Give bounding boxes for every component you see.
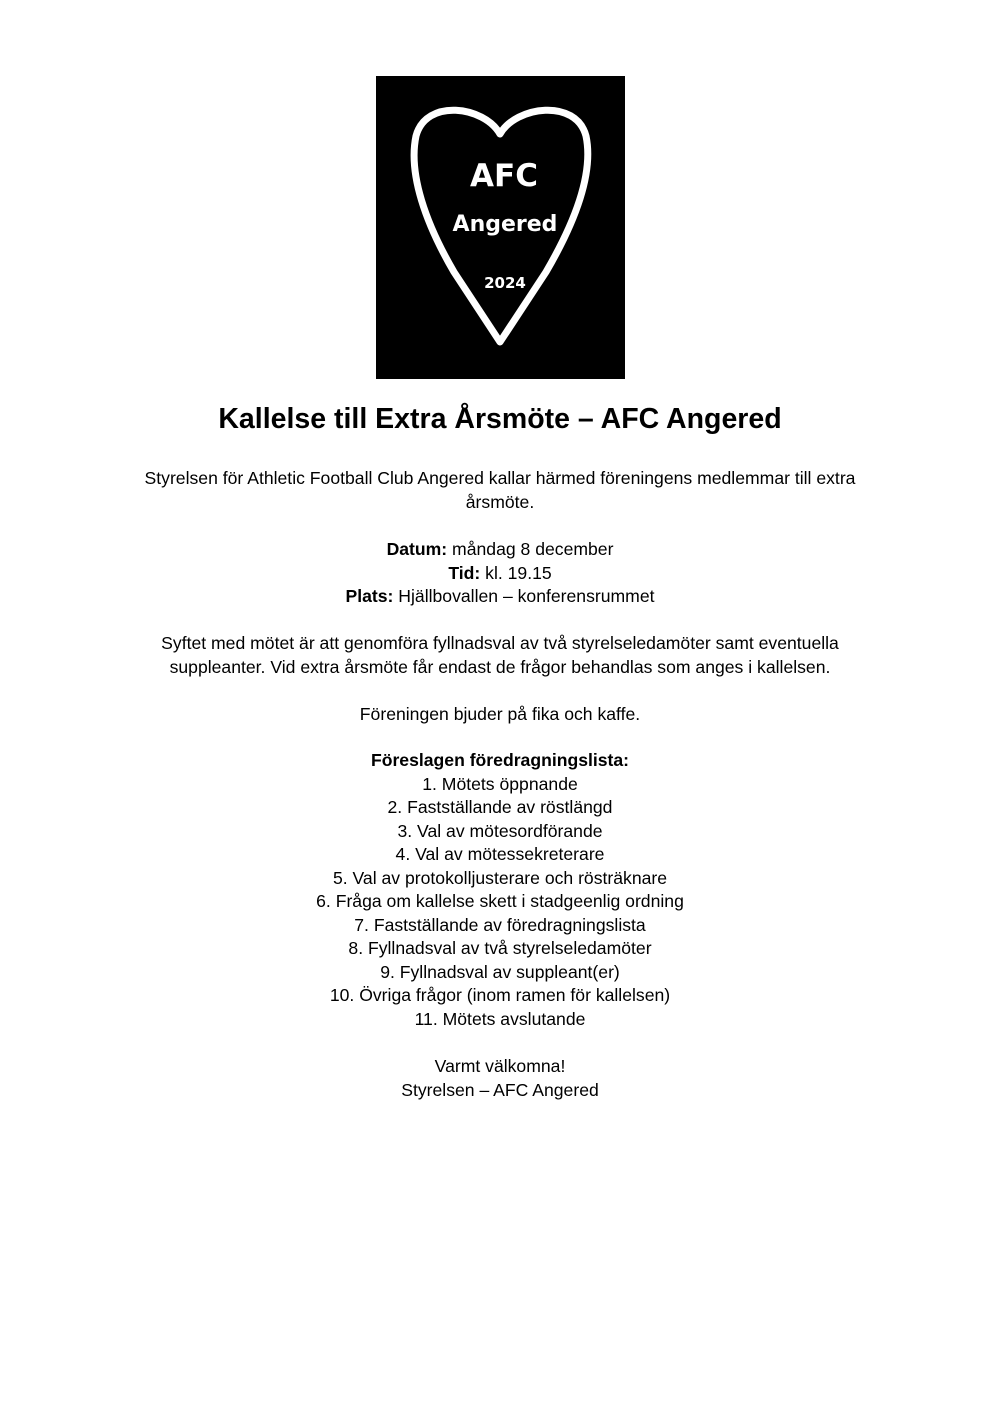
time-line (140, 562, 860, 586)
place-label: Plats: (345, 586, 394, 606)
logo-text-afc: AFC (470, 158, 538, 194)
closing-greeting: Varmt välkomna! (434, 1056, 566, 1076)
agenda-item: 6. Fråga om kallelse skett i stadgeenlig ordning (316, 891, 684, 911)
logo-text-year: 2024 (484, 274, 526, 292)
date-line (140, 538, 860, 562)
agenda-section (140, 749, 860, 1031)
agenda-item: 9. Fyllnadsval av suppleant(er) (380, 961, 620, 982)
agenda-item: 11. Mötets avslutande (414, 1008, 586, 1029)
fika-paragraph: Föreningen bjuder på fika och kaffe. (359, 704, 641, 724)
agenda-item: 8. Fyllnadsval av två styrelseledamöter (348, 938, 652, 958)
closing-signature: Styrelsen – AFC Angered (401, 1079, 599, 1100)
place-value: Hjällbovallen – konferensrummet (393, 586, 655, 606)
agenda-item: 4. Val av mötessekreterare (395, 844, 605, 864)
agenda-heading: Föreslagen föredragningslista: (370, 750, 630, 770)
date-value: måndag 8 december (447, 539, 614, 559)
agenda-item: 10. Övriga frågor (inom ramen för kallelsen) (329, 985, 671, 1005)
heart-crest-icon (376, 76, 625, 379)
club-logo (376, 76, 625, 379)
purpose-paragraph: Syftet med mötet är att genomföra fyllnadsval av två styrelseledamöter samt eventuella suppleanter. Vid extra årsmöte får endast de frågor behandlas som anges i kallelsen. (161, 633, 839, 677)
agenda-item: 5. Val av protokolljusterare och rösträknare (332, 867, 668, 888)
agenda-list (140, 773, 860, 1032)
agenda-item: 1. Mötets öppnande (422, 773, 578, 794)
time-label: Tid: (448, 562, 481, 583)
date-label: Datum: (386, 539, 448, 559)
page-title: Kallelse till Extra Årsmöte – AFC Angered (218, 403, 782, 435)
agenda-item: 7. Fastställande av föredragningslista (354, 914, 646, 935)
intro-paragraph: Styrelsen för Athletic Football Club Angered kallar härmed föreningens medlemmar till extra årsmöte. (144, 468, 856, 512)
logo-text-angered: Angered (452, 212, 558, 237)
meeting-details (140, 538, 860, 609)
agenda-item: 3. Val av mötesordförande (397, 820, 603, 841)
time-value: kl. 19.15 (480, 562, 552, 583)
agenda-item: 2. Fastställande av röstlängd (387, 797, 613, 817)
place-line (140, 585, 860, 609)
closing-section (140, 1055, 860, 1102)
